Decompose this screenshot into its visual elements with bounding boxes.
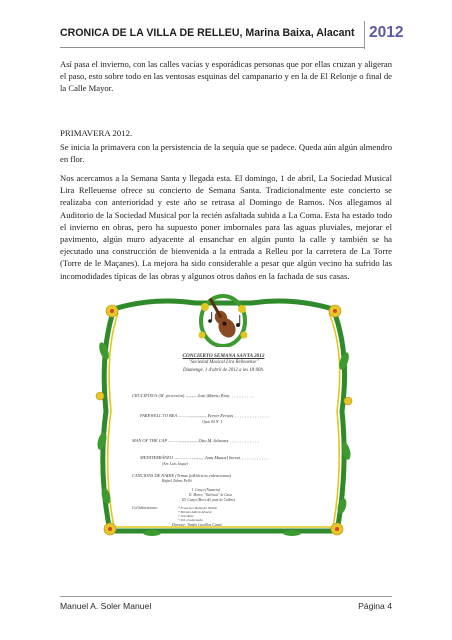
program-item: Opus 94 Nº 1 (202, 420, 223, 424)
collaborators-label: Col·laboracions: (132, 506, 158, 510)
section-heading: PRIMAVERA 2012. (60, 128, 133, 138)
program-item: CRUCIFIXUS (M. procesión) .......... José Alberto Pina (132, 393, 229, 398)
program-item: II. Morro, "Valencia" in Casa (189, 493, 232, 497)
poster-date: Diumenge, 1 d'abril de 2012 a les 18:00h. (182, 368, 265, 373)
paragraph-sequia: Se inicia la primavera con la persistencia de la sequía que se padece. Queda aún algún almendro en flor. (60, 142, 392, 165)
header-separator (364, 21, 365, 49)
footer-page-number: Página 4 (358, 601, 392, 611)
header-title: CRONICA DE LA VILLA DE RELLEU, Marina Baixa, Alacant (60, 27, 355, 39)
paragraph-semana-santa: Nos acercamos a la Semana Santa y llegada esta. El domingo, 1 de abril, La Sociedad Musical Lira Relleuense ofrece su concierto de Semana Santa. Tradicionalmente este concierto se realizaba con anterioridad y este año se retrasa al Domingo de Ramos. Nos allegamos al Auditorio de la Sociedad Musical por la recién asfaltada subida a La Coma. Esta ha estado todo el invierno en obras, pero ha supuesto poner imbornales para las aguas pluviales, mejorar el pavimento, algún muro adyacente al ensanchar en algún punto la calle y también se ha ejecutado una construcción de bienvenida a la entrada a Relleu por la carretera de La Torre (Torre de le Maçanes). La mejora ha sido considerable a pesar que algún vecino ha sufrido las incomodidades típicas de las obras y algunos otros daños en la fachada de sus casas. (60, 173, 392, 281)
collaborator-item: * José Ruiz (178, 514, 194, 518)
collaborator-item: * Pol el adecuado (178, 518, 203, 522)
program-item: FAREWELL TO BEA .......................... Ferrer Ferrán (140, 413, 233, 418)
program-item: MAN OF THE CAP ........................... Otto M. Schwarz (132, 438, 229, 443)
poster-director: Director: Tomás Castillos Cantó (172, 523, 222, 527)
poster-title: CONCIERTO SEMANA SANTA 2012 (182, 353, 265, 359)
collaborator-item: * Miriam Albero Álvarez (178, 510, 212, 514)
program-item: (Arr. Luis Jaque) (162, 462, 188, 466)
collaborator-item: * Francisco Ballester Bañón (178, 506, 218, 510)
program-item: Rafael Talens Pelló (162, 479, 192, 483)
footer-rule (60, 596, 392, 597)
program-item: CANCIONS DE NADIE (Temas folklóricos valencianos) (132, 473, 232, 478)
program-item: I. Canço (Nanneta) (192, 488, 220, 492)
concert-poster-image (92, 291, 355, 541)
paragraph-invierno: Así pasa el invierno, con las calles vacías y esporádicas personas que por ellas cruzan y aligeran el paso, esto sobre todo en las ventosas esquinas del campanario y en la de El Relonje o final de la Calle Mayor. (60, 59, 392, 94)
program-item: III. Canço (Bocs del pont de Calbes) (182, 498, 235, 502)
page-header (40, 21, 412, 51)
header-year: 2012 (369, 24, 404, 41)
poster-subtitle: "Sociedad Musical Lira Relleuense" (188, 360, 259, 365)
footer-author: Manuel A. Soler Manuel (60, 601, 152, 611)
header-rule (60, 47, 364, 48)
program-item: MEDITERRÁNEO ........................... Joan Manuel Serrat (140, 455, 240, 460)
